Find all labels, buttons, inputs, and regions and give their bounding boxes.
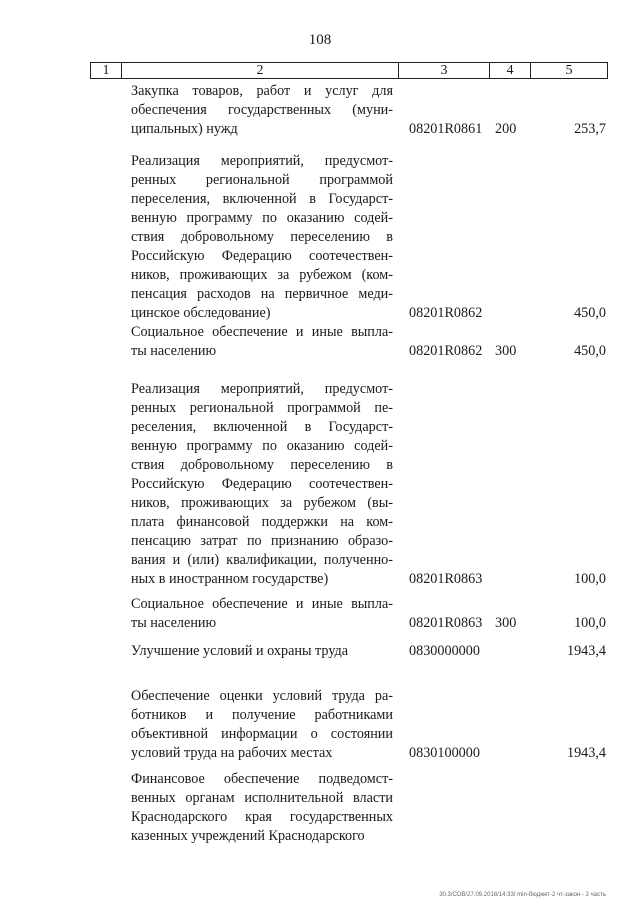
description-line: реселения, включенной в Государст- [131, 419, 393, 435]
row-expense-type: 200 [495, 121, 517, 137]
row-amount: 1943,4 [566, 643, 606, 659]
row-description [131, 323, 393, 361]
description-line: Закупка товаров, работ и услуг для [131, 83, 393, 99]
description-line: ты населению [131, 343, 217, 359]
row-amount: 450,0 [574, 305, 606, 321]
description-line: Улучшение условий и охраны труда [131, 643, 349, 659]
row-code: 08201R0863 [409, 615, 483, 631]
description-line: цинское обследование) [131, 305, 271, 321]
description-line: венную программу по оказанию содей- [131, 438, 393, 454]
description-line: ренных региональной программой [131, 172, 393, 188]
description-line: пенсация расходов на первичное меди- [131, 286, 393, 302]
row-amount: 1943,4 [566, 745, 606, 761]
description-line: венных органам исполнительной власти [131, 790, 393, 806]
row-amount: 100,0 [574, 615, 606, 631]
row-code: 08201R0863 [409, 571, 483, 587]
description-line: ников, проживающих за рубежом (вы- [131, 495, 393, 511]
description-line: ты населению [131, 615, 217, 631]
row-code: 08201R0862 [409, 343, 483, 359]
description-line: обеспечения государственных (муни- [131, 102, 393, 118]
description-line: ствия добровольному переселению в [131, 229, 393, 245]
description-line: ципальных) нужд [131, 121, 238, 137]
page-number: 108 [308, 32, 332, 48]
row-code: 08201R0861 [409, 121, 483, 137]
row-amount: 253,7 [574, 121, 606, 137]
row-description [131, 770, 393, 846]
description-line: Обеспечение оценки условий труда ра- [131, 688, 393, 704]
row-code: 08201R0862 [409, 305, 483, 321]
row-description [131, 380, 393, 589]
description-line: ных в иностранном государстве) [131, 571, 329, 587]
row-description [131, 687, 393, 763]
description-line: Российскую Федерацию соотечествен- [131, 248, 393, 264]
description-line: вания и (или) квалификации, полученно- [131, 552, 393, 568]
description-line: ботников и получение работниками [131, 707, 393, 723]
description-line: Реализация мероприятий, предусмот- [131, 381, 393, 397]
description-line: венную программу по оказанию содей- [131, 210, 393, 226]
row-code: 0830100000 [409, 745, 480, 761]
description-line: переселения, включенной в Государст- [131, 191, 393, 207]
description-line: условий труда на рабочих местах [131, 745, 333, 761]
description-line: ников, проживающих за рубежом (ком- [131, 267, 393, 283]
column-header-table [90, 62, 608, 79]
description-line: Финансовое обеспечение подведомст- [131, 771, 393, 787]
row-description [131, 642, 393, 661]
row-expense-type: 300 [495, 615, 517, 631]
column-header-4: 4 [490, 63, 531, 79]
column-header-3: 3 [399, 63, 490, 79]
description-line: ствия добровольному переселению в [131, 457, 393, 473]
description-line: Социальное обеспечение и иные выпла- [131, 596, 393, 612]
description-line: казенных учреждений Краснодарского [131, 828, 365, 844]
description-line: Российскую Федерацию соотечествен- [131, 476, 393, 492]
column-header-1: 1 [91, 63, 122, 79]
description-line: объективной информации о состоянии [131, 726, 393, 742]
description-line: Социальное обеспечение и иные выпла- [131, 324, 393, 340]
row-amount: 450,0 [574, 343, 606, 359]
row-expense-type: 300 [495, 343, 517, 359]
row-amount: 100,0 [574, 571, 606, 587]
description-line: ренных региональной программой пе- [131, 400, 393, 416]
description-line: пенсацию затрат по признанию образо- [131, 533, 393, 549]
row-description [131, 595, 393, 633]
row-description [131, 82, 393, 139]
column-header-5: 5 [531, 63, 608, 79]
description-line: Реализация мероприятий, предусмот- [131, 153, 393, 169]
description-line: плата финансовой поддержки на ком- [131, 514, 393, 530]
row-code: 0830000000 [409, 643, 480, 659]
description-line: Краснодарского края государственных [131, 809, 393, 825]
row-description [131, 152, 393, 323]
footer-stamp: 30.3/СОВ/27.09.2018/14:33/ min-бюджет-2 чт-закон - 2 часть [439, 892, 606, 898]
column-header-2: 2 [122, 63, 399, 79]
